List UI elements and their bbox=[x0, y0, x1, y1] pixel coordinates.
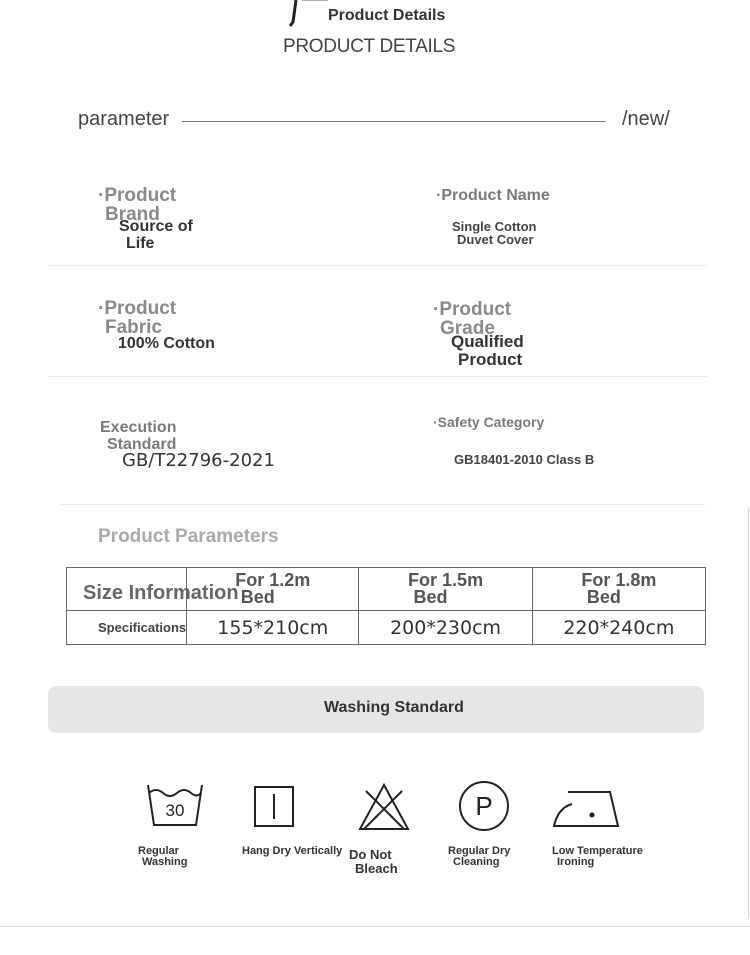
brand-value-line1: Source of bbox=[119, 218, 193, 235]
safety-label: ·Safety Category bbox=[433, 414, 545, 430]
size-col-header-line2: Bed bbox=[586, 587, 621, 607]
product-parameters-title: Product Parameters bbox=[98, 526, 279, 547]
dry-clean-p-icon bbox=[458, 780, 510, 832]
icon-label-line2: Washing bbox=[142, 856, 188, 868]
size-table bbox=[66, 567, 706, 645]
fabric-label-line1: ·Product bbox=[98, 298, 177, 319]
size-col-header-line1: For 1.5m bbox=[408, 570, 484, 590]
execution-label-line2: Standard bbox=[107, 436, 177, 453]
parameter-label: parameter bbox=[78, 108, 170, 130]
row-separator bbox=[48, 265, 708, 266]
size-col-header-line2: Bed bbox=[413, 587, 448, 607]
specifications-cell bbox=[67, 611, 187, 645]
icon-label-line2: Ironing bbox=[557, 856, 595, 868]
size-value: 155*210cm bbox=[187, 611, 359, 645]
size-col-header-line1: For 1.8m bbox=[581, 570, 657, 590]
specifications-label: Specifications bbox=[98, 620, 187, 635]
bottom-rule bbox=[0, 926, 750, 927]
icon-label-line1: Do Not bbox=[349, 847, 392, 862]
size-table-header-row bbox=[67, 568, 706, 611]
brand-value-line2: Life bbox=[126, 235, 155, 252]
wash-30-icon bbox=[146, 783, 204, 829]
grade-label-line2: Grade bbox=[440, 318, 495, 339]
size-table-row bbox=[67, 611, 706, 645]
icon-label-line1: Low Temperature bbox=[552, 845, 643, 857]
wash-temp-text: 30 bbox=[165, 801, 185, 820]
icon-label-line2: Cleaning bbox=[453, 856, 500, 868]
low-temp-iron-icon bbox=[552, 788, 622, 830]
product-name-value-line1: Single Cotton bbox=[452, 219, 537, 234]
icon-label-line1: Regular bbox=[138, 845, 179, 857]
header-title: Product Details bbox=[328, 7, 446, 24]
icon-label-line1: Hang Dry Vertically bbox=[242, 845, 343, 857]
execution-label-line1: Execution bbox=[100, 419, 177, 436]
washing-standard-title: Washing Standard bbox=[324, 699, 464, 716]
header-subtitle: PRODUCT DETAILS bbox=[283, 36, 456, 57]
parameter-divider bbox=[182, 121, 606, 122]
product-name-label: ·Product Name bbox=[436, 187, 550, 204]
size-value: 220*240cm bbox=[532, 611, 705, 645]
size-col-header-line1: For 1.2m bbox=[235, 570, 311, 590]
grade-label-line1: ·Product bbox=[433, 299, 512, 320]
product-name-value-line2: Duvet Cover bbox=[457, 232, 534, 247]
size-col-header bbox=[532, 568, 705, 611]
dry-clean-letter: P bbox=[475, 791, 493, 821]
size-value: 200*230cm bbox=[359, 611, 532, 645]
brand-label-line2: Brand bbox=[105, 204, 160, 225]
brand-label-line1: ·Product bbox=[98, 185, 177, 206]
no-bleach-icon bbox=[358, 783, 410, 831]
icon-label-line1: Regular Dry bbox=[448, 845, 511, 857]
size-col-header-line2: Bed bbox=[240, 587, 275, 607]
grade-value-line1: Qualified bbox=[451, 332, 524, 351]
icon-label-line2: Bleach bbox=[355, 861, 398, 876]
row-separator bbox=[48, 376, 708, 377]
row-separator bbox=[60, 504, 705, 505]
right-edge-rule bbox=[748, 508, 749, 918]
size-info-label: Size Information bbox=[83, 582, 239, 604]
size-info-cell bbox=[67, 568, 239, 611]
fabric-label-line2: Fabric bbox=[105, 317, 163, 338]
execution-value: GB/T22796-2021 bbox=[122, 450, 275, 471]
fabric-value: 100% Cotton bbox=[118, 335, 215, 352]
hang-dry-icon bbox=[254, 786, 294, 828]
parameter-new-label: /new/ bbox=[622, 108, 670, 130]
grade-value-line2: Product bbox=[458, 350, 523, 369]
safety-value: GB18401-2010 Class B bbox=[454, 452, 595, 467]
